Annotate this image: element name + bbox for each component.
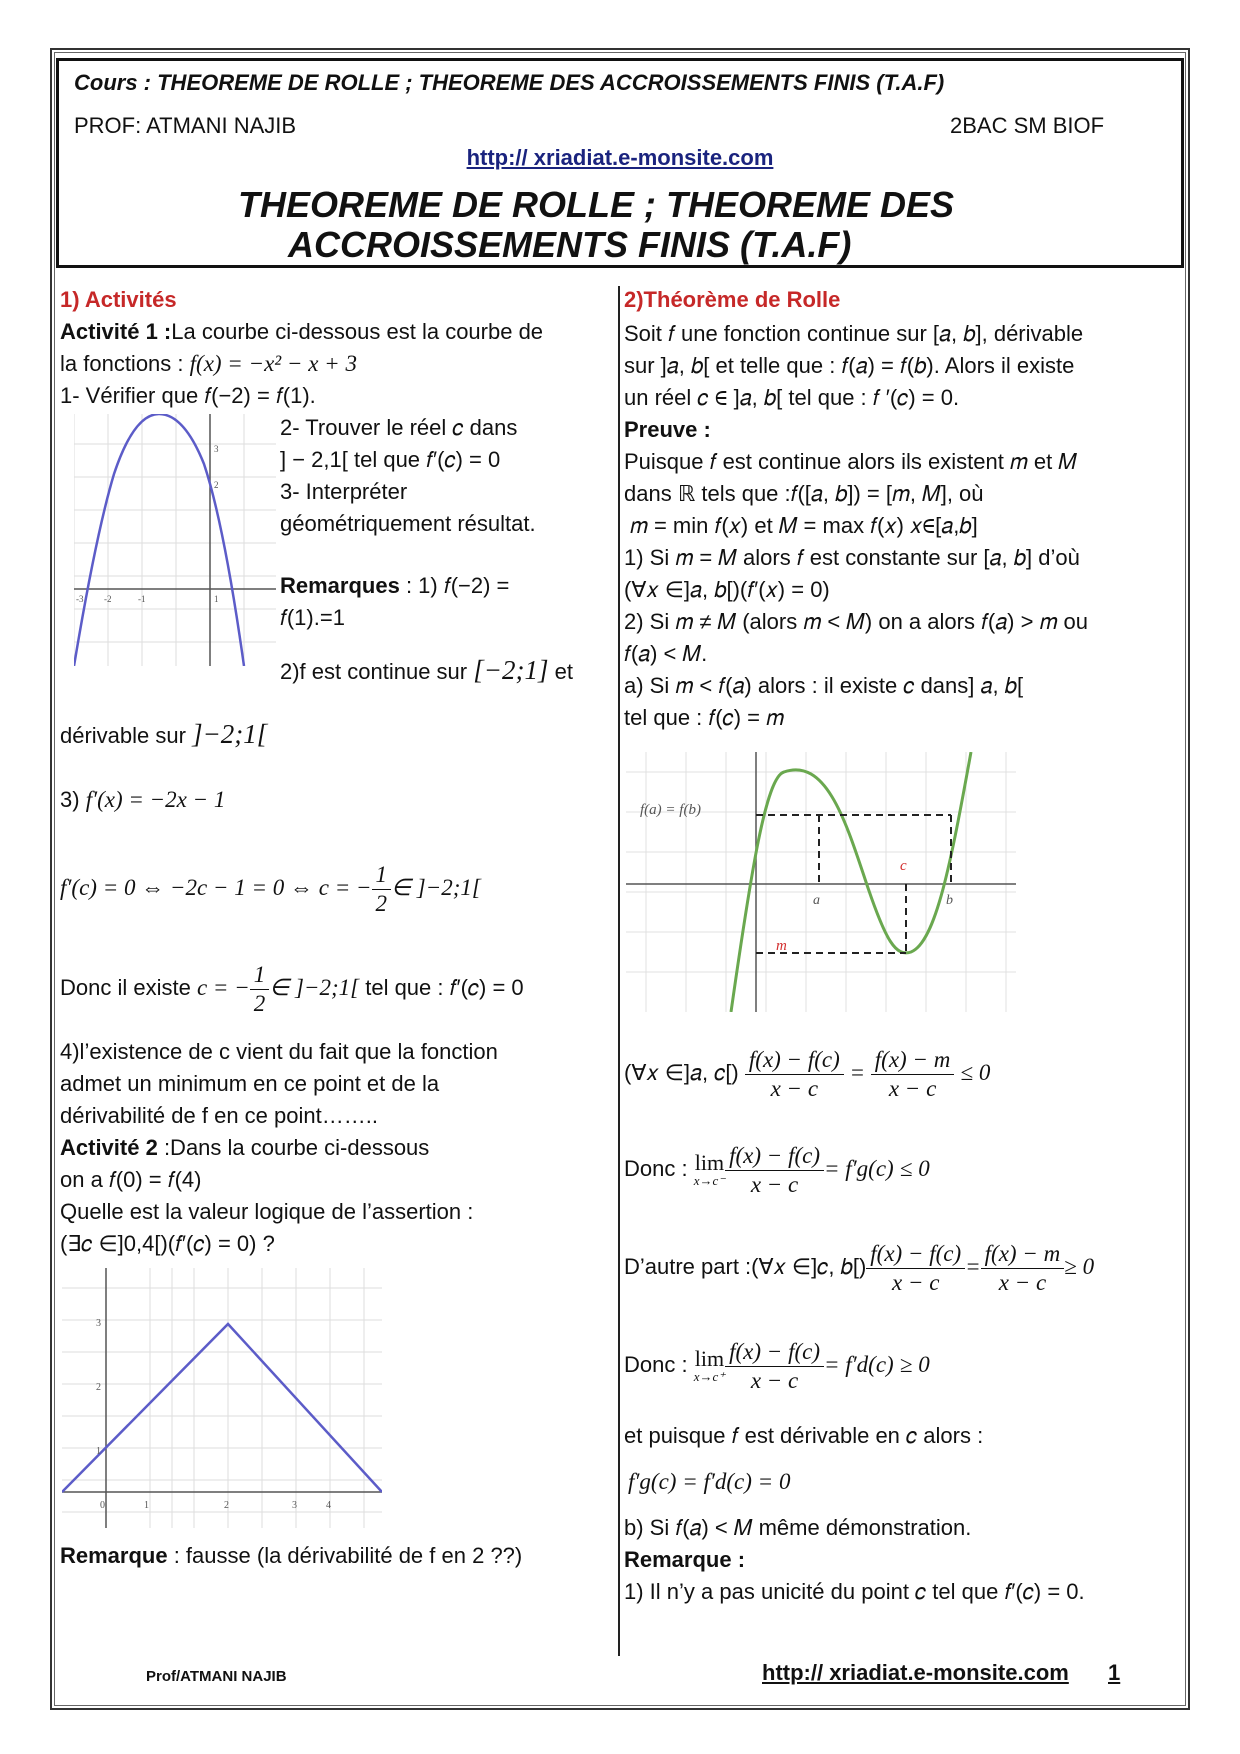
activity1-text: La courbe ci-dessous est la courbe de bbox=[171, 319, 544, 344]
fg-value: = f′g(c) bbox=[823, 1156, 894, 1181]
lim-left-op bbox=[694, 1152, 725, 1188]
donc-1: Donc : bbox=[624, 1156, 688, 1181]
g2-tick-3: 3 bbox=[292, 1500, 297, 1511]
remark-final-label: Remarque bbox=[60, 1543, 168, 1568]
activity1-label: Activité 1 : bbox=[60, 319, 172, 344]
section-rolle: 2)Théorème de Rolle bbox=[624, 287, 841, 312]
g2-tick-y2: 2 bbox=[96, 1382, 101, 1393]
column-divider bbox=[618, 286, 620, 1656]
rolle-grid bbox=[626, 752, 1016, 1012]
lim-right-frac bbox=[725, 1338, 824, 1395]
label-fa-fb: f(a) = f(b) bbox=[640, 802, 701, 818]
le-zero: ≤ 0 bbox=[960, 1060, 991, 1085]
remark-final bbox=[60, 1540, 522, 1572]
g1-tick-m1: -1 bbox=[138, 594, 146, 604]
remark-2 bbox=[280, 654, 573, 688]
lim-right-sub: x→c⁺ bbox=[693, 1369, 726, 1385]
q2-num: f(x) − m bbox=[871, 1046, 955, 1075]
proof-3: 𝑚 = min 𝑓(𝑥) et 𝑀 = max 𝑓(𝑥) 𝑥∈[𝑎,𝑏] bbox=[630, 513, 978, 538]
donc-text: Donc il existe bbox=[60, 975, 191, 1000]
l2-den: x − c bbox=[750, 1367, 799, 1393]
theorem-line3: un réel 𝑐 ∈ ]𝑎, 𝑏[ tel que : 𝑓 ′(𝑐) = 0. bbox=[624, 385, 960, 410]
prof-name: PROF: ATMANI NAJIB bbox=[74, 113, 297, 138]
proof-9: tel que : 𝑓(𝑐) = 𝑚 bbox=[624, 705, 784, 730]
remark-3-label: 3) bbox=[60, 787, 80, 812]
main-title-line1: THEOREME DE ROLLE ; THEOREME DES bbox=[238, 184, 955, 225]
proof-8: a) Si 𝑚 < 𝑓(𝑎) alors : il existe 𝑐 dans] 𝑎, 𝑏[ bbox=[624, 673, 1024, 698]
remark-1b: 𝑓(1).=1 bbox=[280, 605, 345, 630]
g2-tick-1: 1 bbox=[144, 1500, 149, 1511]
derivable-interval: ]−2;1[ bbox=[192, 719, 268, 749]
question-3b: géométriquement résultat. bbox=[280, 511, 536, 536]
remark-4b: admet un minimum en ce point et de la bbox=[60, 1071, 440, 1096]
parabola-curve bbox=[74, 414, 244, 666]
proof-1: Puisque 𝑓 est continue alors ils existent 𝑚 et 𝑀 bbox=[624, 449, 1077, 474]
donc-fraction bbox=[250, 961, 270, 1018]
activity2-line3: Quelle est la valeur logique de l’assertion : bbox=[60, 1199, 474, 1224]
course-title: Cours : THEOREME DE ROLLE ; THEOREME DES ACCROISSEMENTS FINIS (T.A.F) bbox=[74, 70, 945, 95]
triangle-grid bbox=[62, 1268, 382, 1528]
parabola-graph bbox=[74, 414, 276, 666]
quotient-2 bbox=[871, 1046, 955, 1103]
lim-right-op bbox=[694, 1348, 725, 1384]
label-m: m bbox=[776, 938, 787, 954]
quotient-4 bbox=[981, 1240, 1065, 1297]
lim-left bbox=[624, 1134, 930, 1204]
activity1-function: f(x) = −x² − x + 3 bbox=[189, 351, 357, 376]
g1-tick-1: 1 bbox=[214, 594, 219, 604]
question-2a: 2- Trouver le réel 𝑐 dans bbox=[280, 415, 518, 440]
ineq-left-interval: (∀𝑥 ∈]𝑎, 𝑐[) $\frac{f(x) - f(c)}{x - c}$ = $\frac{f(x) - m}{x - c}$ ≤ 0 bbox=[624, 1046, 991, 1101]
g1-tick-y3: 3 bbox=[214, 444, 219, 454]
page-number: 1 bbox=[1108, 1660, 1121, 1685]
lim-left-sub: x→c⁻ bbox=[693, 1173, 726, 1189]
quotient-3 bbox=[866, 1240, 965, 1297]
fraction-one-half bbox=[372, 861, 392, 918]
derivable-text: dérivable sur bbox=[60, 723, 186, 748]
q3-den: x − c bbox=[891, 1269, 940, 1295]
class-level: 2BAC SM BIOF bbox=[950, 113, 1105, 138]
activity2-label: Activité 2 bbox=[60, 1135, 158, 1160]
ge-zero-2: ≥ 0 bbox=[899, 1352, 930, 1377]
question-3a: 3- Interpréter bbox=[280, 479, 408, 504]
solve-c-equation bbox=[60, 858, 481, 918]
rolle-graph bbox=[626, 752, 1016, 1012]
autre-part: D’autre part :(∀𝑥 ∈]𝑐, 𝑏[) bbox=[624, 1254, 867, 1279]
triangle-curve bbox=[62, 1324, 382, 1492]
quotient-1 bbox=[745, 1046, 844, 1103]
proof-5: (∀𝑥 ∈]𝑎, 𝑏[)(𝑓′(𝑥) = 0) bbox=[624, 577, 830, 602]
derivable-line bbox=[60, 718, 267, 752]
activity2-line2: on a 𝑓(0) = 𝑓(4) bbox=[60, 1167, 202, 1192]
l1-den: x − c bbox=[750, 1171, 799, 1197]
footer-author: Prof/ATMANI NAJIB bbox=[146, 1668, 287, 1685]
ge-zero: ≥ 0 bbox=[1064, 1254, 1095, 1279]
puisque-derivable: et puisque 𝑓 est dérivable en 𝑐 alors : bbox=[624, 1423, 984, 1448]
label-a: a bbox=[813, 893, 820, 908]
equality-final bbox=[628, 1466, 790, 1498]
activity1-func-intro: la fonctions : bbox=[60, 351, 184, 376]
remark-2-interval: [−2;1] bbox=[473, 655, 549, 685]
q1-num: f(x) − f(c) bbox=[745, 1046, 844, 1075]
l1-num: f(x) − f(c) bbox=[725, 1142, 824, 1171]
activity1-line1 bbox=[60, 316, 543, 348]
equality-final-text: f′g(c) = f′d(c) = 0 bbox=[628, 1469, 791, 1494]
g2-tick-0: 0 bbox=[100, 1500, 105, 1511]
rolle-curve bbox=[731, 752, 971, 1012]
remark-uniqueness: 1) Il n’y a pas unicité du point 𝑐 tel que 𝑓′(𝑐) = 0. bbox=[624, 1579, 1085, 1604]
donc-interval: ∈ ]−2;1[ bbox=[269, 975, 360, 1000]
g1-tick-m3: -3 bbox=[76, 594, 84, 604]
question-2b: ] − 2,1[ tel que 𝑓′(𝑐) = 0 bbox=[280, 447, 501, 472]
triangle-graph bbox=[62, 1268, 382, 1528]
activity2-text: :Dans la courbe ci-dessous bbox=[157, 1135, 430, 1160]
solve-c-interval: ∈ ]−2;1[ bbox=[391, 875, 481, 900]
g1-tick-y2: 2 bbox=[214, 480, 219, 490]
activity2-line4: (∃𝑐 ∈]0,4[)(𝑓′(𝑐) = 0) ? bbox=[60, 1231, 275, 1256]
q2-den: x − c bbox=[888, 1075, 937, 1101]
remark-4c: dérivabilité de f en ce point…….. bbox=[60, 1103, 378, 1128]
remarks-line1 bbox=[280, 570, 509, 602]
proof-6: 2) Si 𝑚 ≠ 𝑀 (alors 𝑚 < 𝑀) on a alors 𝑓(𝑎) > 𝑚 ou bbox=[624, 609, 1089, 634]
proof-2: dans ℝ tels que :𝑓([𝑎, 𝑏]) = [𝑚, 𝑀], où bbox=[624, 481, 984, 506]
label-b: b bbox=[946, 893, 953, 908]
theorem-line1: Soit 𝑓 une fonction continue sur [𝑎, 𝑏], dérivable bbox=[624, 321, 1084, 346]
lim-left-frac bbox=[725, 1142, 824, 1199]
remark-2-text: 2)f est continue sur bbox=[280, 659, 468, 684]
q4-den: x − c bbox=[998, 1269, 1047, 1295]
main-title-line2: ACCROISSEMENTS FINIS (T.A.F) bbox=[288, 224, 852, 265]
solve-c-lhs: f′(c) = 0 ⇔ −2c − 1 = 0 ⇔ c = − bbox=[60, 875, 372, 900]
derivative-formula: f′(x) = −2x − 1 bbox=[85, 787, 226, 812]
donc-frac-den: 2 bbox=[253, 990, 266, 1016]
le-zero-2: ≤ 0 bbox=[899, 1156, 930, 1181]
donc-il-existe bbox=[60, 958, 524, 1018]
proof-7: 𝑓(𝑎) < 𝑀. bbox=[624, 641, 708, 666]
g2-tick-y1: 1 bbox=[96, 1446, 101, 1457]
g2-tick-y3: 3 bbox=[96, 1318, 101, 1329]
proof-4: 1) Si 𝑚 = 𝑀 alors 𝑓 est constante sur [𝑎, 𝑏] d’où bbox=[624, 545, 1080, 570]
l2-num: f(x) − f(c) bbox=[725, 1338, 824, 1367]
g2-tick-2: 2 bbox=[224, 1500, 229, 1511]
donc-frac-num: 1 bbox=[250, 961, 270, 990]
fd-value: = f′d(c) bbox=[823, 1352, 894, 1377]
donc-tail: tel que : 𝑓′(𝑐) = 0 bbox=[365, 975, 524, 1000]
question-1: 1- Vérifier que 𝑓(−2) = 𝑓(1). bbox=[60, 383, 316, 408]
remark-2-et: et bbox=[554, 659, 573, 684]
donc-2: Donc : bbox=[624, 1352, 688, 1377]
frac-den: 2 bbox=[375, 890, 387, 916]
section-activities: 1) Activités bbox=[60, 287, 177, 312]
activity1-line2 bbox=[60, 348, 357, 380]
g1-tick-m2: -2 bbox=[104, 594, 112, 604]
parabola-grid bbox=[74, 414, 276, 666]
proof-b: b) Si 𝑓(𝑎) < 𝑀 même démonstration. bbox=[624, 1515, 972, 1540]
donc-c: c = − bbox=[196, 975, 250, 1000]
remark-label-right: Remarque : bbox=[624, 1547, 746, 1572]
proof-label: Preuve : bbox=[624, 417, 711, 442]
remarks-label: Remarques bbox=[280, 573, 400, 598]
g2-tick-4: 4 bbox=[326, 1500, 331, 1511]
remark-final-text: : fausse (la dérivabilité de f en 2 ??) bbox=[167, 1543, 523, 1568]
remark-4a: 4)l’existence de c vient du fait que la fonction bbox=[60, 1039, 498, 1064]
footer-link[interactable]: http:// xriadiat.e-monsite.com bbox=[762, 1660, 1069, 1685]
q4-num: f(x) − m bbox=[981, 1240, 1065, 1269]
ineq-right-interval: D’autre part :(∀𝑥 ∈]𝑐, 𝑏[) $\frac{f(x) - f(c)}{x - c}$ = $\frac{f(x) - m}{x - c}$ ≥ 0 bbox=[624, 1240, 1095, 1295]
lim-word-1: lim bbox=[694, 1150, 725, 1176]
forall-a-c: (∀𝑥 ∈]𝑎, 𝑐[) bbox=[624, 1060, 739, 1085]
label-c: c bbox=[900, 858, 907, 874]
activity2-line1 bbox=[60, 1132, 429, 1164]
lim-right bbox=[624, 1330, 930, 1400]
q1-den: x − c bbox=[770, 1075, 819, 1101]
frac-num: 1 bbox=[372, 861, 392, 890]
lim-word-2: lim bbox=[694, 1346, 725, 1372]
q3-num: f(x) − f(c) bbox=[866, 1240, 965, 1269]
remark-3 bbox=[60, 784, 225, 816]
theorem-line2: sur ]𝑎, 𝑏[ et telle que : 𝑓(𝑎) = 𝑓(𝑏). Alors il existe bbox=[624, 353, 1075, 378]
remark-1a: : 1) 𝑓(−2) = bbox=[399, 573, 510, 598]
site-link[interactable]: http:// xriadiat.e-monsite.com bbox=[466, 145, 774, 170]
